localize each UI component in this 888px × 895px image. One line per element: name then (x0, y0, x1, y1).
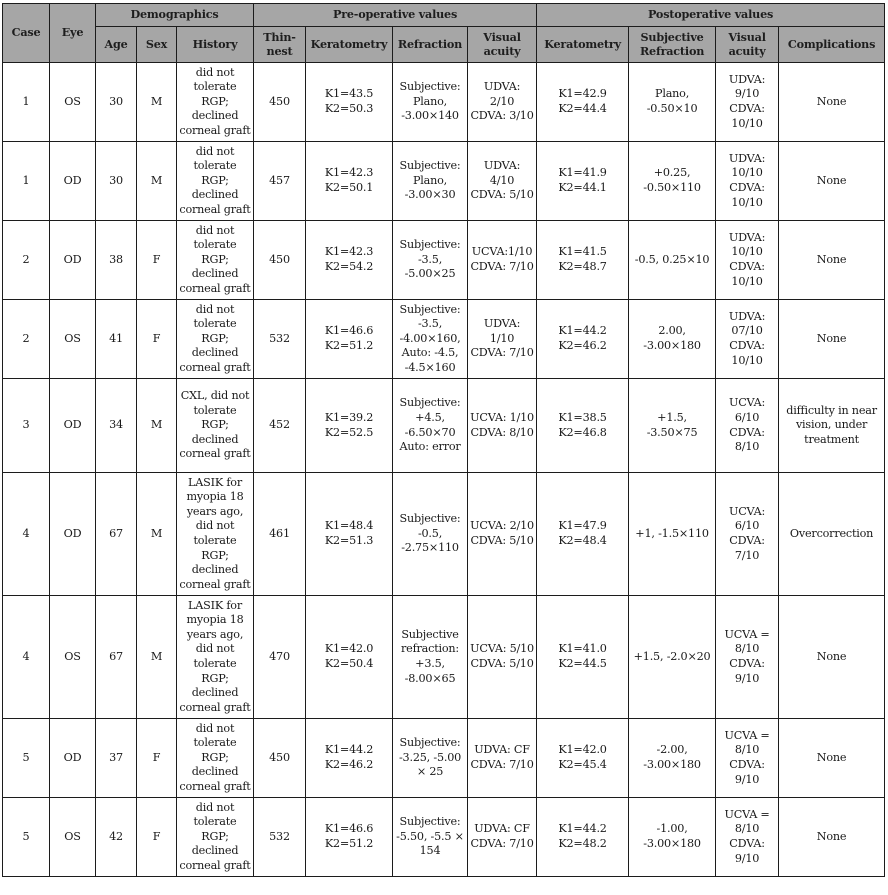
cell-eye: OD (50, 142, 96, 221)
cell-postop-visual-acuity: UCVA = 8/10 CDVA: 9/10 (716, 798, 779, 877)
uncorrected-va: UDVA: 2/10 (483, 80, 521, 108)
cell-postop-refraction: -0.5, 0.25×10 (629, 221, 716, 300)
cell-postop-keratometry (537, 473, 629, 596)
k1-value: K1=42.3 (324, 166, 374, 180)
corrected-va: CDVA: 7/10 (470, 346, 534, 360)
header-complications: Complications (779, 27, 885, 63)
cell-postop-keratometry (537, 63, 629, 142)
cell-history: LASIK for myopia 18 years ago, did not tolerate RGP; declined corneal graft (177, 596, 254, 719)
cell-postop-visual-acuity: UDVA: 9/10 CDVA: 10/10 (716, 63, 779, 142)
cell-preop-visual-acuity (468, 221, 537, 300)
cell-thinnest: 450 (254, 63, 306, 142)
corrected-va: CDVA: 7/10 (470, 260, 534, 273)
cell-preop-keratometry (306, 379, 393, 473)
table-row (3, 142, 885, 221)
cell-history: did not tolerate RGP; declined corneal graft (177, 221, 254, 300)
cell-postop-visual-acuity: UCVA = 8/10 CDVA: 9/10 (716, 719, 779, 798)
cell-preop-keratometry (306, 142, 393, 221)
cell-postop-keratometry (537, 300, 629, 379)
cell-case: 4 (3, 596, 50, 719)
k2-value: K2=48.4 (558, 534, 607, 547)
cell-complications: None (779, 142, 885, 221)
cell-case: 1 (3, 142, 50, 221)
cell-preop-refraction: Subjective refraction: +3.5, -8.00×65 (393, 596, 468, 719)
cell-preop-keratometry (306, 798, 393, 877)
corrected-va: CDVA: 8/10 (470, 425, 534, 439)
cell-preop-refraction: Subjective: -3.5, -5.00×25 (393, 221, 468, 300)
header-postop-visual-acuity: Visual acuity (716, 27, 779, 63)
cell-history: did not tolerate RGP; declined corneal graft (177, 142, 254, 221)
header-eye: Eye (50, 4, 96, 63)
cell-eye: OS (50, 300, 96, 379)
k1-value: K1=44.2 (558, 822, 607, 836)
uncorrected-va: UCVA: 5/10 (470, 642, 534, 656)
table-row (3, 473, 885, 596)
cell-preop-visual-acuity (468, 473, 537, 596)
cell-preop-keratometry (306, 473, 393, 596)
cell-thinnest: 452 (254, 379, 306, 473)
cell-preop-refraction: Subjective: Plano, -3.00×30 (393, 142, 468, 221)
cell-thinnest: 532 (254, 300, 306, 379)
cell-thinnest: 470 (254, 596, 306, 719)
k2-value: K2=46.8 (558, 425, 607, 439)
cell-sex: M (137, 596, 177, 719)
cell-preop-visual-acuity (468, 379, 537, 473)
k1-value: K1=46.6 (324, 822, 374, 836)
cell-thinnest: 457 (254, 142, 306, 221)
cell-eye: OD (50, 379, 96, 473)
cell-history: did not tolerate RGP; declined corneal graft (177, 300, 254, 379)
cell-preop-keratometry (306, 63, 393, 142)
uncorrected-va: UDVA: 1/10 (483, 317, 521, 345)
cell-postop-visual-acuity: UCVA = 8/10 CDVA: 9/10 (716, 596, 779, 719)
cell-thinnest: 461 (254, 473, 306, 596)
cell-preop-refraction: Subjective: Plano, -3.00×140 (393, 63, 468, 142)
cell-preop-visual-acuity (468, 798, 537, 877)
cell-thinnest: 450 (254, 221, 306, 300)
k2-value: K2=44.4 (558, 102, 607, 115)
cell-postop-refraction: +0.25, -0.50×110 (629, 142, 716, 221)
cell-history: did not tolerate RGP; declined corneal graft (177, 798, 254, 877)
uncorrected-va: UCVA:1/10 (471, 245, 533, 259)
k2-value: K2=54.2 (324, 260, 374, 273)
cell-preop-refraction: Subjective: -3.5, -4.00×160, Auto: -4.5, -4.5×160 (393, 300, 468, 379)
cell-age: 38 (96, 221, 137, 300)
k2-value: K2=46.2 (324, 758, 374, 771)
header-preop-keratometry: Keratometry (306, 27, 393, 63)
table-row (3, 300, 885, 379)
cell-age: 67 (96, 473, 137, 596)
cell-sex: M (137, 142, 177, 221)
cell-sex: M (137, 473, 177, 596)
cell-postop-keratometry (537, 719, 629, 798)
k1-value: K1=41.0 (558, 642, 607, 656)
cell-sex: F (137, 798, 177, 877)
cell-case: 5 (3, 719, 50, 798)
cell-postop-refraction: +1.5, -2.0×20 (629, 596, 716, 719)
header-row-columns (3, 27, 885, 63)
k2-value: K2=46.2 (558, 339, 607, 352)
cell-case: 2 (3, 221, 50, 300)
cell-history: did not tolerate RGP; declined corneal graft (177, 63, 254, 142)
k2-value: K2=51.3 (324, 534, 374, 547)
cell-postop-visual-acuity: UDVA: 10/10 CDVA: 10/10 (716, 142, 779, 221)
k1-value: K1=43.5 (324, 87, 374, 101)
cell-sex: F (137, 221, 177, 300)
cell-preop-visual-acuity (468, 142, 537, 221)
cell-complications: difficulty in near vision, under treatment (779, 379, 885, 473)
k1-value: K1=46.6 (324, 324, 374, 338)
cell-preop-refraction: Subjective: +4.5, -6.50×70 Auto: error (393, 379, 468, 473)
cell-age: 34 (96, 379, 137, 473)
cell-age: 42 (96, 798, 137, 877)
cell-postop-refraction: -1.00, -3.00×180 (629, 798, 716, 877)
cell-postop-refraction: +1, -1.5×110 (629, 473, 716, 596)
header-preoperative-values: Pre-operative values (254, 4, 537, 27)
cell-complications: None (779, 719, 885, 798)
cell-age: 30 (96, 63, 137, 142)
cell-complications: None (779, 221, 885, 300)
cell-sex: M (137, 379, 177, 473)
header-case: Case (3, 4, 50, 63)
cell-preop-refraction: Subjective: -3.25, -5.00 × 25 (393, 719, 468, 798)
cell-postop-visual-acuity: UCVA: 6/10 CDVA: 8/10 (716, 379, 779, 473)
header-history: History (177, 27, 254, 63)
cell-postop-keratometry (537, 142, 629, 221)
cell-preop-keratometry (306, 719, 393, 798)
header-demographics: Demographics (96, 4, 254, 27)
corrected-va: CDVA: 7/10 (470, 837, 534, 850)
k2-value: K2=50.1 (324, 181, 374, 194)
table-row (3, 798, 885, 877)
cell-age: 37 (96, 719, 137, 798)
header-age: Age (96, 27, 137, 63)
cell-postop-visual-acuity: UDVA: 07/10 CDVA: 10/10 (716, 300, 779, 379)
uncorrected-va: UCVA: 1/10 (470, 410, 534, 424)
header-row-groups (3, 4, 885, 27)
cell-history: LASIK for myopia 18 years ago, did not tolerate RGP; declined corneal graft (177, 473, 254, 596)
cell-complications: None (779, 63, 885, 142)
cell-case: 2 (3, 300, 50, 379)
k2-value: K2=48.2 (558, 837, 607, 850)
cell-preop-visual-acuity (468, 719, 537, 798)
cell-preop-visual-acuity (468, 596, 537, 719)
cell-thinnest: 532 (254, 798, 306, 877)
cell-sex: F (137, 719, 177, 798)
k2-value: K2=52.5 (324, 425, 374, 439)
header-preop-refraction: Refraction (393, 27, 468, 63)
table-row (3, 719, 885, 798)
header-sex: Sex (137, 27, 177, 63)
cell-preop-refraction: Subjective: -0.5, -2.75×110 (393, 473, 468, 596)
k2-value: K2=51.2 (324, 339, 374, 352)
corrected-va: CDVA: 7/10 (470, 758, 534, 771)
cell-preop-keratometry (306, 300, 393, 379)
k2-value: K2=50.4 (324, 657, 374, 670)
cell-complications: Overcorrection (779, 473, 885, 596)
k1-value: K1=41.9 (558, 166, 607, 180)
cell-postop-keratometry (537, 221, 629, 300)
k1-value: K1=47.9 (558, 519, 607, 533)
cell-sex: M (137, 63, 177, 142)
cell-case: 1 (3, 63, 50, 142)
cell-complications: None (779, 596, 885, 719)
cell-preop-keratometry (306, 221, 393, 300)
cell-eye: OD (50, 221, 96, 300)
uncorrected-va: UCVA: 2/10 (470, 519, 534, 533)
cell-complications: None (779, 300, 885, 379)
cell-postop-refraction: Plano, -0.50×10 (629, 63, 716, 142)
cell-preop-visual-acuity (468, 300, 537, 379)
header-postoperative-values: Postoperative values (537, 4, 885, 27)
corrected-va: CDVA: 3/10 (470, 109, 534, 123)
cell-postop-refraction: 2.00, -3.00×180 (629, 300, 716, 379)
corrected-va: CDVA: 5/10 (470, 534, 534, 547)
cell-postop-keratometry (537, 596, 629, 719)
cell-postop-visual-acuity: UCVA: 6/10 CDVA: 7/10 (716, 473, 779, 596)
header-postop-keratometry: Keratometry (537, 27, 629, 63)
k1-value: K1=38.5 (558, 410, 607, 424)
k1-value: K1=41.5 (558, 245, 607, 259)
table-row (3, 63, 885, 142)
k2-value: K2=44.5 (558, 657, 607, 670)
k1-value: K1=39.2 (324, 410, 374, 424)
cell-age: 30 (96, 142, 137, 221)
cell-sex: F (137, 300, 177, 379)
k2-value: K2=51.2 (324, 837, 374, 850)
cell-case: 4 (3, 473, 50, 596)
cell-postop-keratometry (537, 798, 629, 877)
header-thinnest: Thin-nest (254, 27, 306, 63)
k2-value: K2=50.3 (324, 102, 374, 115)
k1-value: K1=44.2 (324, 743, 374, 757)
table-row (3, 379, 885, 473)
uncorrected-va: UDVA: 4/10 (483, 159, 521, 187)
cell-age: 67 (96, 596, 137, 719)
header-preop-visual-acuity: Visual acuity (468, 27, 537, 63)
k1-value: K1=42.0 (558, 743, 607, 757)
corrected-va: CDVA: 5/10 (470, 657, 534, 670)
k2-value: K2=45.4 (558, 758, 607, 771)
cell-eye: OD (50, 719, 96, 798)
cell-eye: OS (50, 798, 96, 877)
clinical-outcomes-table (2, 3, 885, 877)
header-postop-subjective-refraction: Subjective Refraction (629, 27, 716, 63)
k1-value: K1=42.3 (324, 245, 374, 259)
k2-value: K2=48.7 (558, 260, 607, 273)
cell-postop-refraction: +1.5, -3.50×75 (629, 379, 716, 473)
table-row (3, 221, 885, 300)
cell-history: CXL, did not tolerate RGP; declined corneal graft (177, 379, 254, 473)
uncorrected-va: UDVA: CF (474, 822, 530, 836)
table-row (3, 596, 885, 719)
cell-case: 3 (3, 379, 50, 473)
cell-eye: OD (50, 473, 96, 596)
k1-value: K1=42.0 (324, 642, 374, 656)
cell-thinnest: 450 (254, 719, 306, 798)
cell-preop-refraction: Subjective: -5.50, -5.5 × 154 (393, 798, 468, 877)
cell-eye: OS (50, 63, 96, 142)
cell-history: did not tolerate RGP; declined corneal graft (177, 719, 254, 798)
cell-preop-visual-acuity (468, 63, 537, 142)
uncorrected-va: UDVA: CF (474, 743, 530, 757)
cell-preop-keratometry (306, 596, 393, 719)
cell-age: 41 (96, 300, 137, 379)
corrected-va: CDVA: 5/10 (470, 188, 534, 202)
cell-eye: OS (50, 596, 96, 719)
k1-value: K1=48.4 (324, 519, 374, 533)
cell-postop-keratometry (537, 379, 629, 473)
k1-value: K1=44.2 (558, 324, 607, 338)
cell-case: 5 (3, 798, 50, 877)
cell-complications: None (779, 798, 885, 877)
cell-postop-visual-acuity: UDVA: 10/10 CDVA: 10/10 (716, 221, 779, 300)
cell-postop-refraction: -2.00, -3.00×180 (629, 719, 716, 798)
k1-value: K1=42.9 (558, 87, 607, 101)
k2-value: K2=44.1 (558, 181, 607, 194)
